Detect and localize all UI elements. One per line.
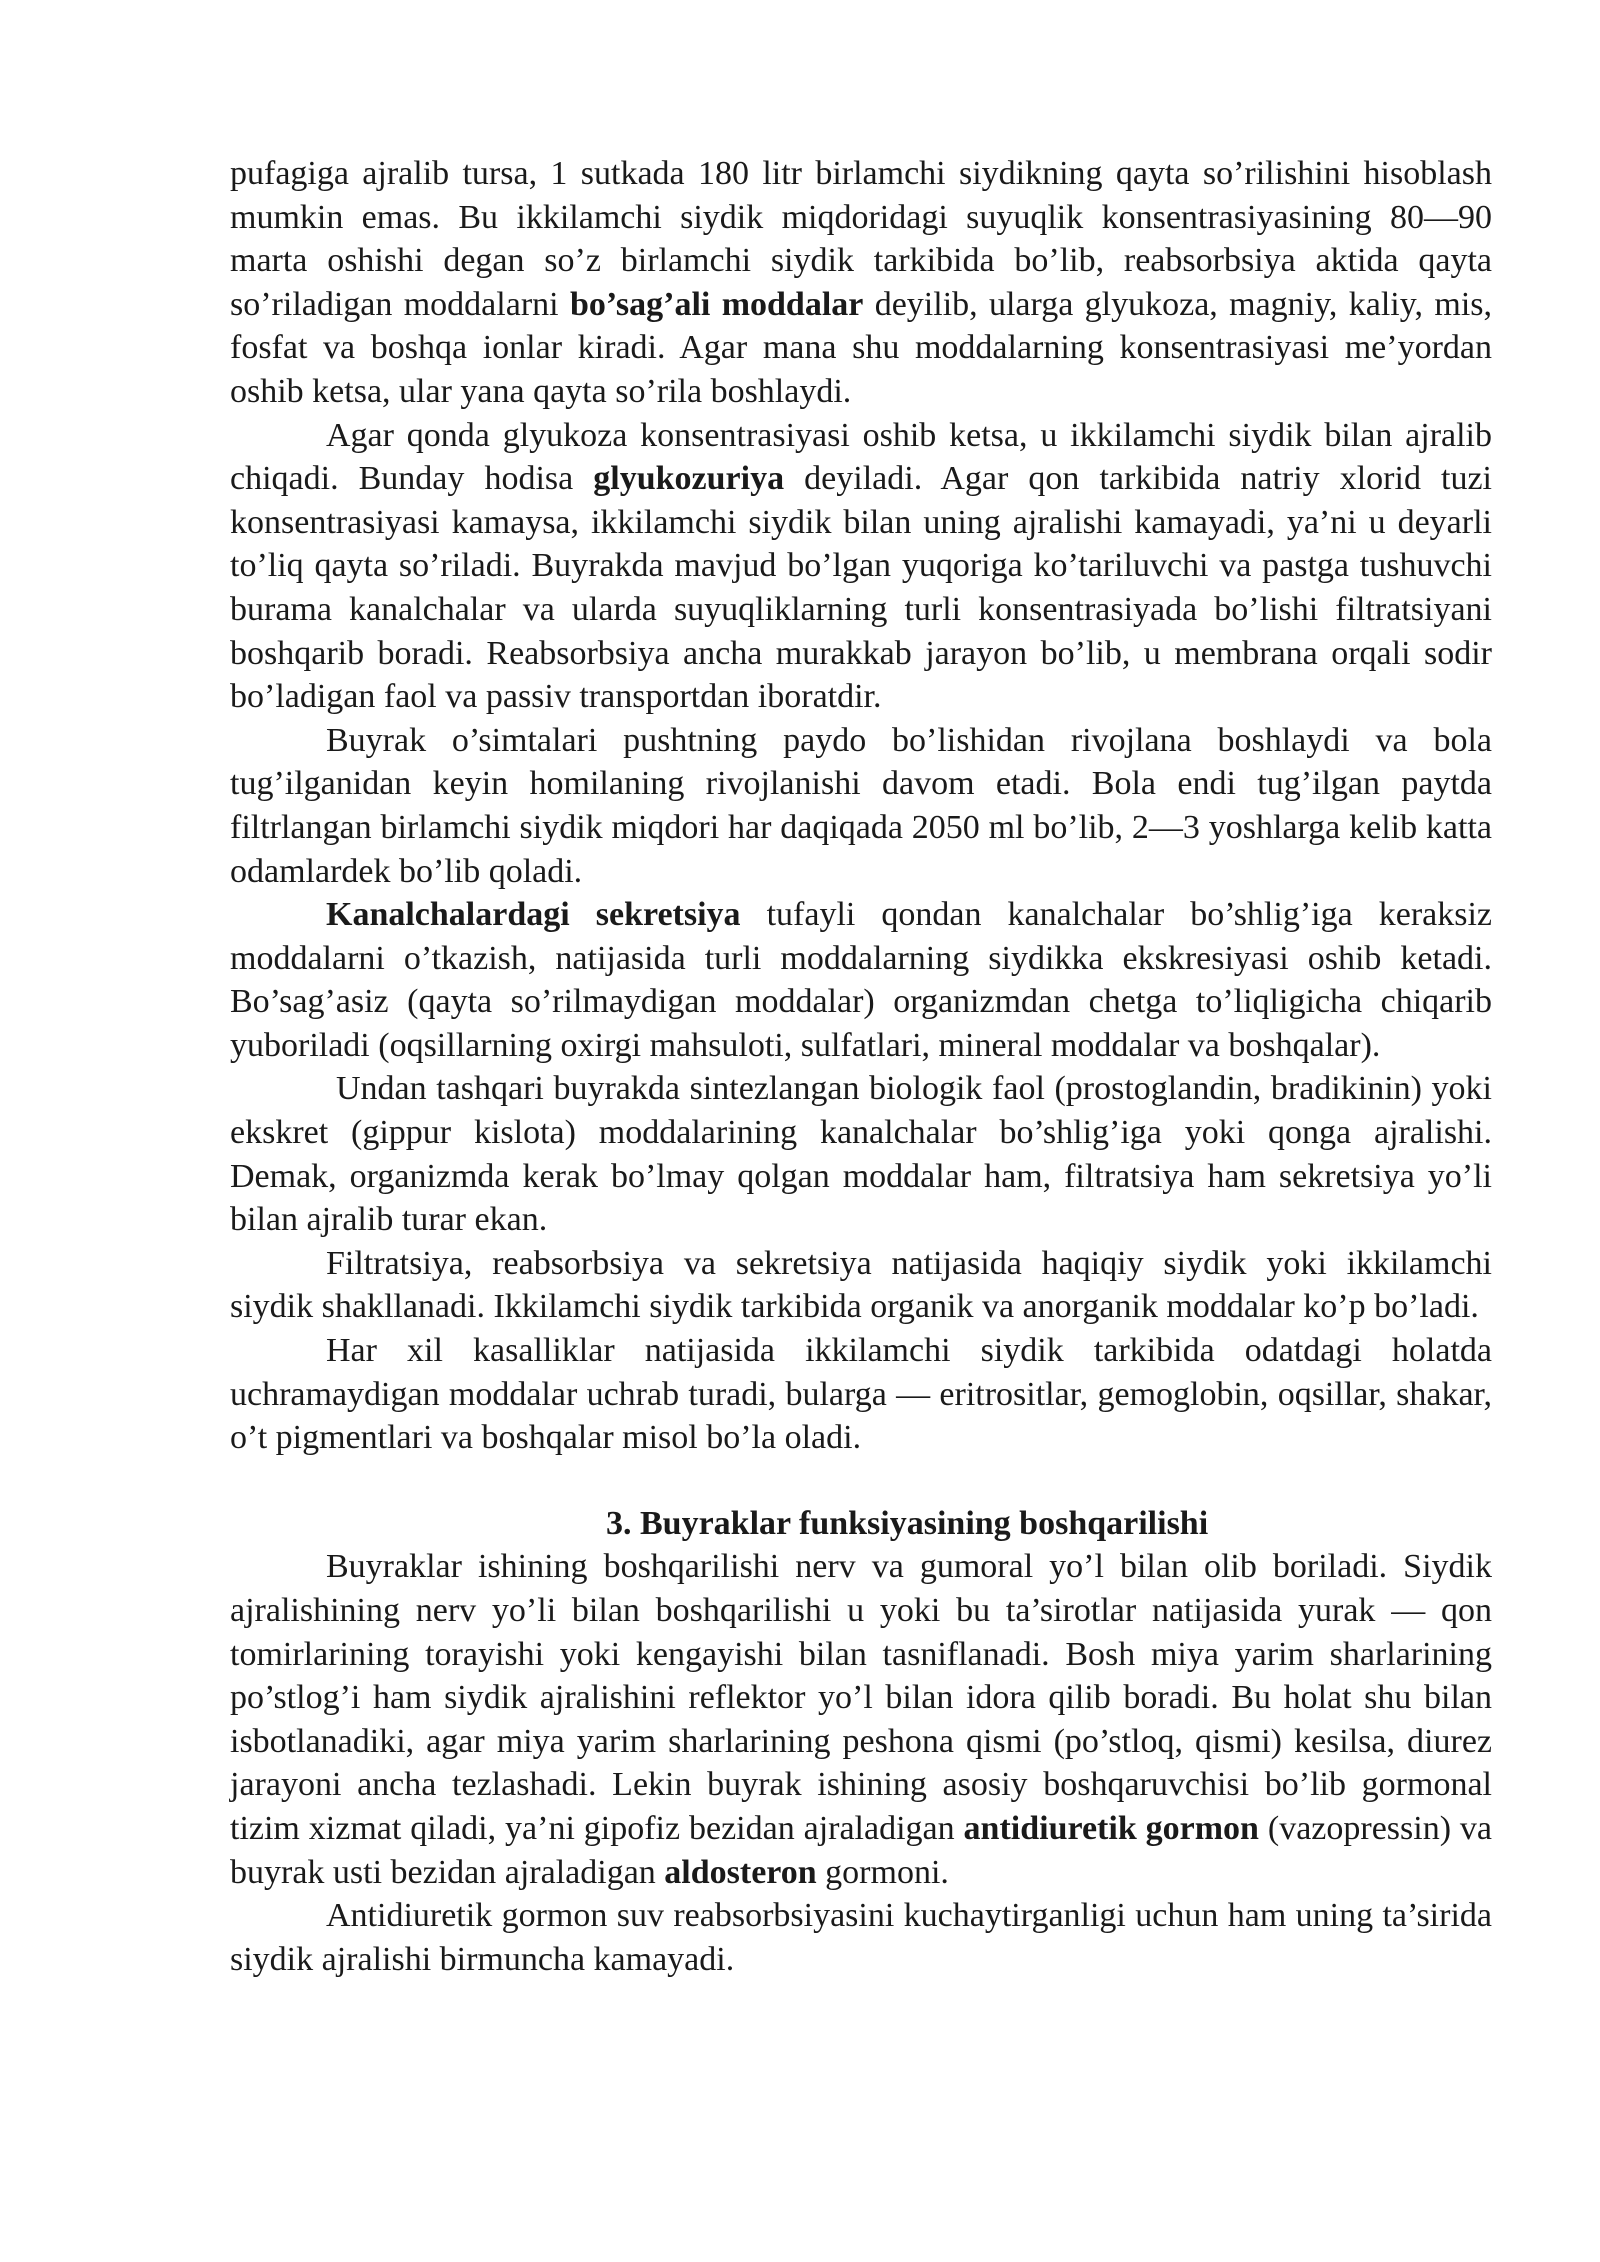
text-run: Buyrak o’simtalari pushtning paydo bo’lishidan rivojlana boshlaydi va bola tug’ilganidan keyin homilaning rivojlanishi davom etadi. Bola endi tug’ilgan paytda filtrlangan birlamchi siydik miqdori har daqiqada 2050 ml bo’lib, 2—3 yoshlarga kelib katta odamlardek bo’lib qoladi. (230, 721, 1492, 890)
bold-term: bo’sag’ali moddalar (569, 285, 864, 323)
text-run: tufayli qondan kanalchalar bo’shlig’iga keraksiz moddalarni o’tkazish, natijasida turli moddalarning siydikka ekskresiyasi oshib ketadi. Bo’sag’asiz (qayta so’rilmaydigan moddalar) organizmdan chetga to’liqligicha chiqarib yuboriladi (oqsillarning oxirgi mahsuloti, sulfatlari, mineral moddalar va boshqalar). (230, 896, 1492, 1064)
bold-term: antidiuretik gormon (963, 1809, 1259, 1847)
text-run: Undan tashqari buyrakda sintezlangan biologik faol (prostoglandin, bradikinin) yoki ekskret (gippur kislota) moddalarining kanalchalar bo’shlig’iga yoki qonga ajralishi. Demak, organizmda kerak bo’lmay qolgan moddalar ham, filtratsiya ham sekretsiya yo’li bilan ajralib turar ekan. (230, 1070, 1492, 1239)
text-run: pufagiga ajralib tursa, 1 sutkada 180 litr birlamchi siydikning qayta so’rilishini hisoblash mumkin emas. Bu ikkilamchi siydik miqdoridagi suyuqlik konsentrasiyasining 80—90 marta oshishi degan so’z birlamchi siydik tarkibida bo’lib, reabsorbsiya aktida qayta so’riladigan moddalarni (230, 155, 1492, 323)
paragraph-4 (230, 893, 1492, 1067)
document-page (230, 152, 1492, 1981)
paragraph-2 (230, 414, 1492, 719)
text-run: gormoni. (816, 1853, 949, 1891)
paragraph-8 (230, 1545, 1492, 1894)
text-run: deyilib, ularga glyukoza, magniy, kaliy, mis, fosfat va boshqa ionlar kiradi. Agar mana shu moddalarning konsentrasiyasi me’yordan oshib ketsa, ular yana qayta so’rila boshlaydi. (230, 285, 1492, 410)
bold-term: Kanalchalardagi sekretsiya (326, 896, 741, 934)
paragraph-3 (230, 719, 1492, 893)
paragraph-5 (230, 1067, 1492, 1241)
text-run: Antidiuretik gormon suv reabsorbsiyasini kuchaytirganligi uchun ham uning ta’sirida siydik ajralishi birmuncha kamayadi. (230, 1897, 1492, 1978)
paragraph-7 (230, 1329, 1492, 1460)
paragraph-9 (230, 1894, 1492, 1981)
paragraph-1 (230, 152, 1492, 414)
text-run: Buyraklar ishining boshqarilishi nerv va gumoral yo’l bilan olib boriladi. Siydik ajralishining nerv yo’li bilan boshqarilishi u yoki bu ta’sirotlar natijasida yurak — qon tomirlarining torayishi yoki kengayishi bilan tasniflanadi. Bosh miya yarim sharlarining po’stlog’i ham siydik ajralishini reflektor yo’l bilan idora qilib boradi. Bu holat shu bilan isbotlanadiki, agar miya yarim sharlarining peshona qismi (po’stloq, qismi) kesilsa, diurez jarayoni ancha tezlashadi. Lekin buyrak ishining asosiy boshqaruvchisi bo’lib gormonal tizim xizmat qiladi, ya’ni gipofiz bezidan ajraladigan (230, 1548, 1492, 1847)
bold-term: glyukozuriya (593, 460, 785, 498)
bold-term: aldosteron (664, 1853, 817, 1891)
text-run: Har xil kasalliklar natijasida ikkilamchi siydik tarkibida odatdagi holatda uchramaydigan moddalar uchrab turadi, bularga — eritrositlar, gemoglobin, oqsillar, shakar, o’t pigmentlari va boshqalar misol bo’la oladi. (230, 1332, 1492, 1457)
text-run: (vazopressin) va buyrak usti bezidan ajraladigan (230, 1809, 1493, 1891)
paragraph-6 (230, 1242, 1492, 1329)
text-run: deyiladi. Agar qon tarkibida natriy xlorid tuzi konsentrasiyasi kamaysa, ikkilamchi siydik bilan uning ajralishi kamayadi, ya’ni u deyarli to’liq qayta so’riladi. Buyrakda mavjud bo’lgan yuqoriga ko’tariluvchi va pastga tushuvchi burama kanalchalar va ularda suyuqliklarning turli konsentrasiyada bo’lishi filtratsiyani boshqarib boradi. Reabsorbsiya ancha murakkab jarayon bo’lib, u membrana orqali sodir bo’ladigan faol va passiv transportdan iboratdir. (230, 460, 1492, 716)
text-run: Agar qonda glyukoza konsentrasiyasi oshib ketsa, u ikkilamchi siydik bilan ajralib chiqadi. Bunday hodisa (230, 416, 1492, 498)
section-heading: 3. Buyraklar funksiyasining boshqarilishi (606, 1504, 1209, 1542)
text-run: Filtratsiya, reabsorbsiya va sekretsiya natijasida haqiqiy siydik yoki ikkilamchi siydik shakllanadi. Ikkilamchi siydik tarkibida organik va anorganik moddalar ko’p bo’ladi. (230, 1244, 1492, 1326)
